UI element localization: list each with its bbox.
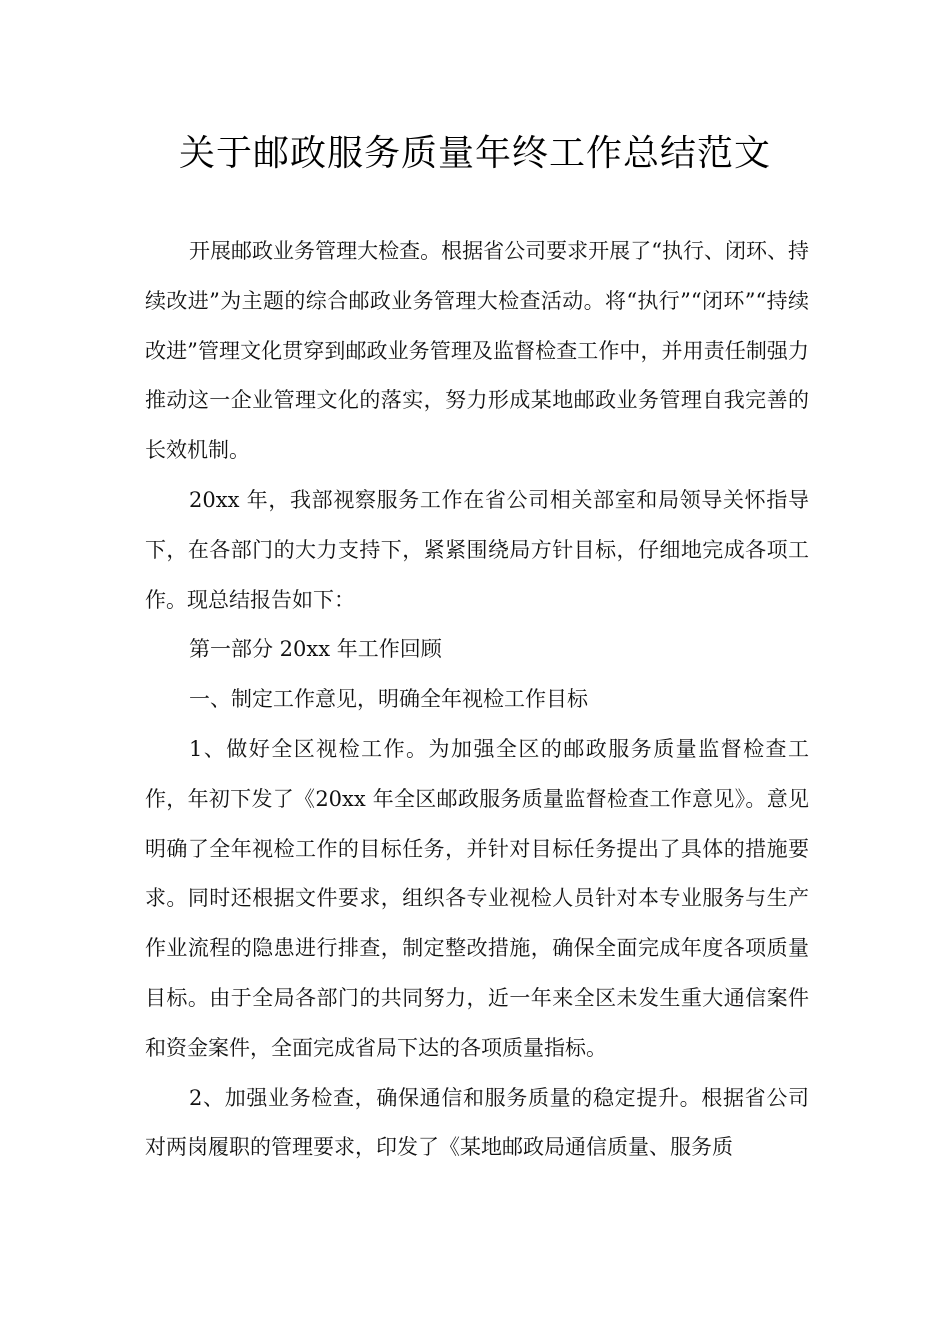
document-title: 关于邮政服务质量年终工作总结范文 — [178, 133, 771, 174]
paragraph-item-1: 1、做好全区视检工作。为加强全区的邮政服务质量监督检查工作，年初下发了《20xx 年全区邮政服务质量监督检查工作意见》。意见明确了全年视检工作的目标任务，并针对目标任务提出了具体的措施要求。同时还根据文件要求，组织各专业视检人员针对本专业服务与生产作业流程的隐患进行排查，制定整改措施，确保全面完成年度各项质量目标。由于全局各部门的共同努力，近一年来全区未发生重大通信案件和资金案件，全面完成省局下达的各项质量指标。 — [145, 736, 809, 1060]
paragraph-summary-intro: 20xx 年，我部视察服务工作在省公司相关部室和局领导关怀指导下，在各部门的大力支持下，紧紧围绕局方针目标，仔细地完成各项工作。现总结报告如下： — [145, 487, 809, 612]
subsection-heading-goals: 一、制定工作意见，明确全年视检工作目标 — [189, 687, 588, 712]
paragraph-item-2: 2、加强业务检查，确保通信和服务质量的稳定提升。根据省公司对两岗履职的管理要求，印发了《某地邮政局通信质量、服务质 — [145, 1085, 809, 1160]
document-body — [145, 227, 809, 1173]
section-heading-review: 第一部分 20xx 年工作回顾 — [189, 637, 442, 662]
paragraph-inspection: 开展邮政业务管理大检查。根据省公司要求开展了“执行、闭环、持续改进”为主题的综合邮政业务管理大检查活动。将“执行”“闭环”“持续改进”管理文化贯穿到邮政业务管理及监督检查工作中，并用责任制强力推动这一企业管理文化的落实，努力形成某地邮政业务管理自我完善的长效机制。 — [145, 239, 809, 463]
